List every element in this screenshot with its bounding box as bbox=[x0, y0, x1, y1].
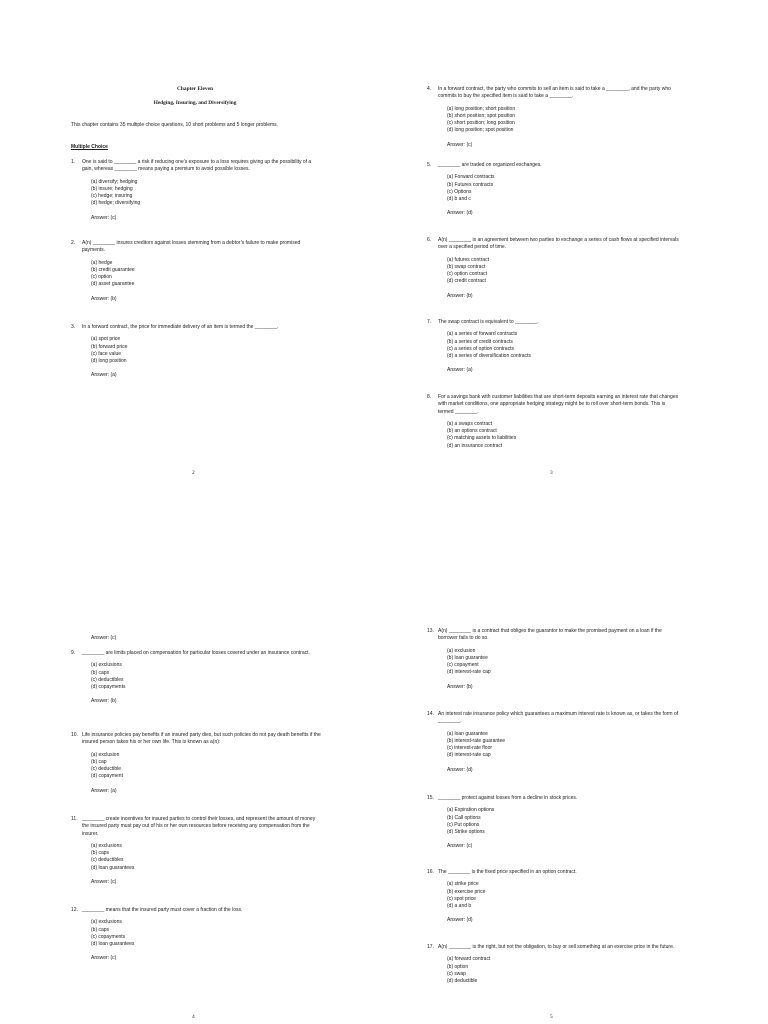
question-number: 5. bbox=[427, 162, 432, 168]
option-list bbox=[447, 106, 679, 135]
option: (d) an insurance contract bbox=[447, 442, 503, 449]
option: (b) option bbox=[447, 963, 469, 970]
answer: Answer: (c) bbox=[91, 879, 117, 886]
option: (d) loan guarantees bbox=[91, 941, 135, 948]
answer: Answer: (c) bbox=[447, 141, 473, 148]
question-text: A(n) ________ insures creditors against losses stemming from a debtor’s failure to make promised payments. bbox=[82, 240, 301, 254]
option: (d) interest-rate cap bbox=[447, 669, 491, 676]
option: (c) deductibles bbox=[91, 857, 124, 864]
option: (b) an options contract bbox=[447, 428, 497, 435]
option: (b) caps bbox=[91, 926, 110, 933]
chapter-subtitle: Hedging, Insuring, and Diversifying bbox=[153, 100, 237, 106]
option: (a) Forward contracts bbox=[447, 174, 495, 181]
answer: Answer: (b) bbox=[91, 698, 117, 705]
question-number: 13. bbox=[427, 628, 434, 634]
section-heading: Multiple Choice bbox=[71, 144, 108, 150]
question-number: 12. bbox=[71, 907, 78, 913]
option-list bbox=[447, 331, 679, 360]
option: (c) Put options bbox=[447, 821, 480, 828]
page-number: 2 bbox=[192, 470, 195, 476]
option: (a) loan guarantee bbox=[447, 730, 488, 737]
option: (b) Futures contracts bbox=[447, 181, 494, 188]
answer: Answer: (d) bbox=[447, 766, 473, 773]
question-text: ________ are traded on organized exchanges. bbox=[438, 162, 542, 168]
question-text: ________ means that the insured party must cover a fraction of the loss. bbox=[82, 907, 243, 913]
option: (a) spot price bbox=[91, 336, 121, 343]
question-text: For a savings bank with customer liabilities that are short-term deposits earning an interest rate that changes with market conditions, one appropriate hedging strategy might be to roll over short-term bonds. This is termed ________. bbox=[438, 394, 679, 415]
document-page-2 bbox=[30, 12, 390, 512]
question-number: 9. bbox=[71, 650, 76, 656]
question-text: One is said to ________ a risk if reducing one’s exposure to a loss requires giving up the possibility of a gain, whereas ________ means paying a premium to avoid possible losses. bbox=[82, 159, 312, 173]
option: (b) loan guarantee bbox=[447, 654, 488, 661]
question-4 bbox=[427, 86, 679, 149]
answer: Answer: (c) bbox=[91, 635, 117, 641]
question-text: Life insurance policies pay benefits if an insured party dies, but such policies do not pay death benefits if the insured person takes his or her own life. This is known as a(n): bbox=[82, 732, 321, 746]
option: (b) interest-rate guarantee bbox=[447, 737, 506, 744]
question-number: 14. bbox=[427, 711, 434, 717]
option: (a) diversify; hedging bbox=[91, 178, 138, 185]
option: (b) short position; spot position bbox=[447, 112, 516, 119]
option: (d) long position bbox=[91, 358, 127, 365]
option: (a) exclusion bbox=[91, 751, 120, 758]
question-text: In a forward contract, the party who commits to sell an item is said to take a ________, and the party who commits to buy the specified item is said to take a ________. bbox=[438, 86, 671, 100]
option-list bbox=[447, 807, 679, 836]
option-list bbox=[447, 881, 679, 910]
question-text: ________ are limits placed on compensation for particular losses covered under an insurance contract. bbox=[82, 650, 310, 656]
option-list bbox=[91, 336, 323, 365]
option: (c) hedge; insuring bbox=[91, 193, 133, 200]
question-number: 8. bbox=[427, 394, 432, 400]
option: (c) short position; long position bbox=[447, 120, 515, 127]
question-text: A(n) ________ is a contract that obliges the guarantor to make the promised payment on a loan if the borrower fails to do so. bbox=[438, 628, 662, 642]
document-page-5 bbox=[390, 512, 750, 1020]
option: (b) exercise price bbox=[447, 888, 486, 895]
option-list bbox=[447, 174, 679, 203]
option: (a) a swaps contract bbox=[447, 420, 493, 427]
question-3 bbox=[71, 324, 323, 380]
question-text: A(n) ________ is the right, but not the obligation, to buy or sell something at an exercise price in the future. bbox=[438, 944, 675, 950]
question-15 bbox=[427, 795, 679, 851]
page-number: 5 bbox=[550, 1014, 553, 1020]
option: (c) deductible bbox=[91, 766, 122, 773]
option: (d) asset guarantee bbox=[91, 281, 135, 288]
option-list bbox=[447, 257, 679, 286]
option: (d) interest-rate cap bbox=[447, 752, 491, 759]
option: (b) swap contract bbox=[447, 263, 486, 270]
option: (c) deductibles bbox=[91, 676, 124, 683]
answer: Answer: (c) bbox=[447, 843, 473, 850]
answer: Answer: (c) bbox=[91, 214, 117, 221]
question-number: 1. bbox=[71, 159, 76, 165]
option: (b) caps bbox=[91, 669, 110, 676]
question-text: A(n) ________ is an agreement between two parties to exchange a series of cash flows at specified intervals over a specified period of time. bbox=[438, 237, 679, 251]
option-list bbox=[447, 421, 679, 450]
question-8 bbox=[427, 394, 679, 450]
option: (b) Call options bbox=[447, 814, 481, 821]
option: (a) exclusions bbox=[91, 919, 122, 926]
option: (a) exclusion bbox=[447, 647, 476, 654]
option: (a) strike price bbox=[447, 881, 479, 888]
question-7 bbox=[427, 319, 679, 375]
option-list bbox=[91, 662, 323, 691]
option-list bbox=[91, 752, 323, 781]
option: (c) spot price bbox=[447, 895, 476, 902]
question-number: 16. bbox=[427, 869, 434, 875]
question-17 bbox=[427, 944, 679, 985]
option-list bbox=[91, 843, 323, 872]
option: (d) deductible bbox=[447, 978, 478, 985]
option: (c) copayments bbox=[91, 933, 126, 940]
option: (d) a and b bbox=[447, 903, 472, 910]
option: (b) credit guarantee bbox=[91, 266, 135, 273]
question-12 bbox=[71, 907, 323, 963]
question-text: ________ protect against losses from a decline in stock prices. bbox=[438, 795, 578, 801]
chapter-title: Chapter Eleven bbox=[177, 86, 213, 92]
option: (d) a series of diversification contracts bbox=[447, 353, 531, 360]
option: (c) face value bbox=[91, 350, 122, 357]
option: (d) copayments bbox=[91, 684, 126, 691]
answer: Answer: (d) bbox=[447, 917, 473, 924]
answer: Answer: (c) bbox=[91, 955, 117, 962]
option: (a) futures contract bbox=[447, 256, 489, 263]
option: (d) copayment bbox=[91, 773, 123, 780]
option: (c) swap bbox=[447, 970, 466, 977]
question-13 bbox=[427, 628, 679, 691]
option: (d) Strike options bbox=[447, 829, 485, 836]
option: (c) copayment bbox=[447, 662, 479, 669]
option: (d) credit contract bbox=[447, 278, 486, 285]
answer: Answer: (a) bbox=[447, 367, 473, 374]
answer: Answer: (a) bbox=[91, 787, 117, 794]
question-5 bbox=[427, 162, 679, 218]
question-number: 15. bbox=[427, 795, 434, 801]
question-number: 4. bbox=[427, 86, 432, 92]
question-14 bbox=[427, 711, 679, 774]
option: (a) hedge bbox=[91, 259, 113, 266]
option: (a) exclusions bbox=[91, 842, 122, 849]
option: (a) a series of forward contracts bbox=[447, 331, 518, 338]
option: (b) insure; hedging bbox=[91, 185, 133, 192]
question-text: An interest rate insurance policy which guarantees a maximum interest rate is known as, or takes the form of ________. bbox=[438, 711, 679, 725]
option: (c) matching assets to liabilities bbox=[447, 435, 517, 442]
option: (b) forward price bbox=[91, 343, 128, 350]
question-text: The ________ is the fixed price specified in an option contract. bbox=[438, 869, 577, 875]
option: (b) cap bbox=[91, 758, 107, 765]
question-11 bbox=[71, 816, 323, 886]
option: (a) long position; short position bbox=[447, 105, 516, 112]
option: (c) interest-rate floor bbox=[447, 745, 493, 752]
option: (b) a series of credit contracts bbox=[447, 338, 513, 345]
option-list bbox=[447, 648, 679, 677]
document-page-4 bbox=[30, 512, 390, 1020]
question-9 bbox=[71, 650, 323, 706]
option: (c) a series of option contracts bbox=[447, 345, 514, 352]
option: (d) hedge; diversifying bbox=[91, 200, 141, 207]
option: (d) b and c bbox=[447, 196, 471, 203]
option: (a) forward contract bbox=[447, 956, 491, 963]
option: (c) option contract bbox=[447, 271, 488, 278]
option: (c) Options bbox=[447, 188, 472, 195]
question-text: In a forward contract, the price for immediate delivery of an item is termed the ________. bbox=[82, 324, 279, 330]
question-6 bbox=[427, 237, 679, 300]
question-text: The swap contract is equivalent to ________. bbox=[438, 319, 539, 325]
option: (a) exclusions bbox=[91, 662, 122, 669]
question-16 bbox=[427, 869, 679, 925]
option-list bbox=[91, 179, 323, 208]
page-number: 3 bbox=[550, 470, 553, 476]
question-text: ________ create incentives for insured parties to control their losses, and represent the amount of money the insured party must pay out of his or her own resources before receiving any compensation from the insurer. bbox=[82, 816, 316, 837]
question-10 bbox=[71, 732, 323, 795]
chapter-intro: This chapter contains 35 multiple choice questions, 10 short problems and 5 longer problems. bbox=[71, 122, 279, 128]
option-list bbox=[447, 956, 679, 985]
document-page-3 bbox=[390, 12, 750, 512]
option-list bbox=[91, 260, 323, 289]
question-2 bbox=[71, 240, 323, 303]
question-number: 6. bbox=[427, 237, 432, 243]
question-1 bbox=[71, 159, 323, 222]
question-number: 7. bbox=[427, 319, 432, 325]
option: (d) loan guarantees bbox=[91, 864, 135, 871]
question-number: 2. bbox=[71, 240, 76, 246]
option-list bbox=[447, 731, 679, 760]
question-number: 11. bbox=[71, 816, 78, 822]
answer: Answer: (b) bbox=[447, 683, 473, 690]
page-number: 4 bbox=[192, 1014, 195, 1020]
answer: Answer: (d) bbox=[447, 210, 473, 217]
option: (b) caps bbox=[91, 850, 110, 857]
question-number: 10. bbox=[71, 732, 78, 738]
answer: Answer: (a) bbox=[91, 372, 117, 379]
option: (c) option bbox=[91, 274, 112, 281]
answer: Answer: (b) bbox=[91, 295, 117, 302]
question-number: 17. bbox=[427, 944, 434, 950]
answer: Answer: (b) bbox=[447, 292, 473, 299]
question-number: 3. bbox=[71, 324, 76, 330]
option: (d) long position; spot position bbox=[447, 127, 514, 134]
option: (a) Expiration options bbox=[447, 807, 495, 814]
option-list bbox=[91, 919, 323, 948]
